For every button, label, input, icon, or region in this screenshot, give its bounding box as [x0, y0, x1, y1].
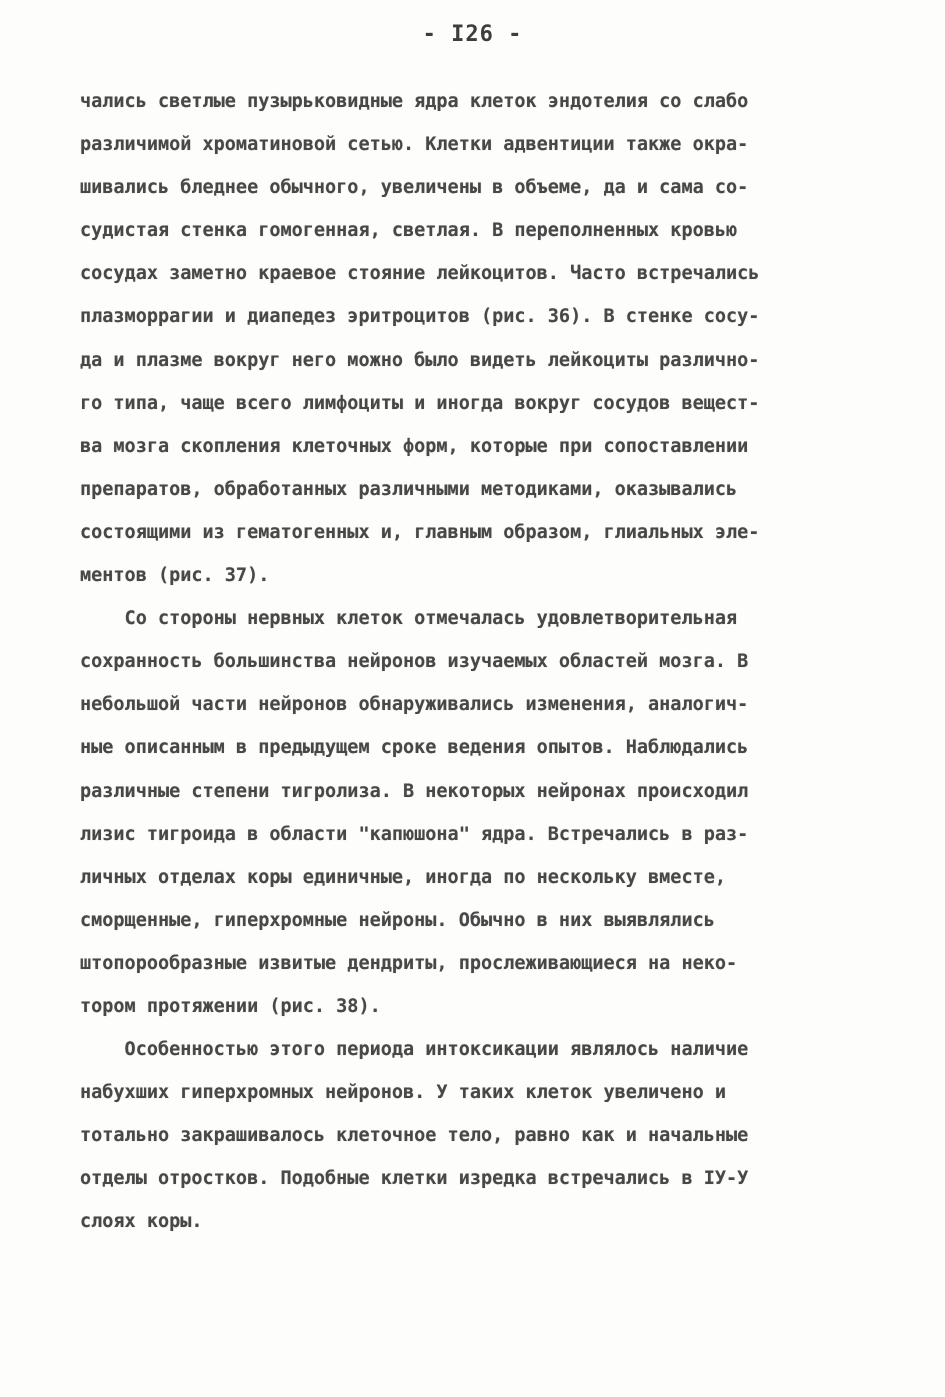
text-line: лизис тигроида в области "капюшона" ядра. Встречались в раз-	[80, 823, 749, 845]
text-line: небольшой части нейронов обнаруживались изменения, аналогич-	[80, 694, 749, 716]
text-line: отделы отростков. Подобные клетки изредка встречались в IУ-У	[80, 1168, 749, 1190]
text-line: ментов (рис. 37).	[80, 565, 270, 587]
page-number: - I26 -	[422, 22, 523, 47]
text-line: набухших гиперхромных нейронов. У таких клеток увеличено и	[80, 1082, 727, 1104]
text-line: шивались бледнее обычного, увеличены в объеме, да и сама со-	[80, 177, 749, 199]
text-line: тором протяжении (рис. 38).	[80, 995, 381, 1017]
text-line: ные описанным в предыдущем сроке ведения опытов. Наблюдались	[80, 737, 749, 759]
text-line: да и плазме вокруг него можно было видеть лейкоциты различно-	[80, 349, 760, 371]
text-line: го типа, чаще всего лимфоциты и иногда вокруг сосудов вещест-	[80, 392, 760, 414]
text-line: ва мозга скопления клеточных форм, которые при сопоставлении	[80, 435, 749, 457]
body-text	[80, 80, 870, 1244]
text-line: различимой хроматиновой сетью. Клетки адвентиции также окра-	[80, 134, 749, 156]
text-line: слоях коры.	[80, 1211, 203, 1233]
text-line: чались светлые пузырьковидные ядра клеток эндотелия со слабо	[80, 91, 749, 112]
text-line: сосудах заметно краевое стояние лейкоцитов. Часто встречались	[80, 263, 760, 285]
text-line: плазморрагии и диапедез эритроцитов (рис. 36). В стенке сосу-	[80, 306, 760, 328]
text-line: Особенностью этого периода интоксикации являлось наличие	[80, 1039, 749, 1061]
text-line: штопорообразные извитые дендриты, прослеживающиеся на неко-	[80, 952, 738, 974]
text-line: Со стороны нервных клеток отмечалась удовлетворительная	[80, 608, 738, 630]
text-line: сохранность большинства нейронов изучаемых областей мозга. В	[80, 651, 749, 673]
text-line: различные степени тигролиза. В некоторых нейронах происходил	[80, 780, 749, 802]
text-line: сморщенные, гиперхромные нейроны. Обычно в них выявлялись	[80, 909, 715, 931]
text-line: судистая стенка гомогенная, светлая. В переполненных кровью	[80, 220, 738, 242]
text-line: состоящими из гематогенных и, главным образом, глиальных эле-	[80, 521, 760, 543]
text-line: личных отделах коры единичные, иногда по нескольку вместе,	[80, 866, 727, 888]
text-line: препаратов, обработанных различными методиками, оказывались	[80, 478, 738, 500]
text-line: тотально закрашивалось клеточное тело, равно как и начальные	[80, 1125, 749, 1147]
